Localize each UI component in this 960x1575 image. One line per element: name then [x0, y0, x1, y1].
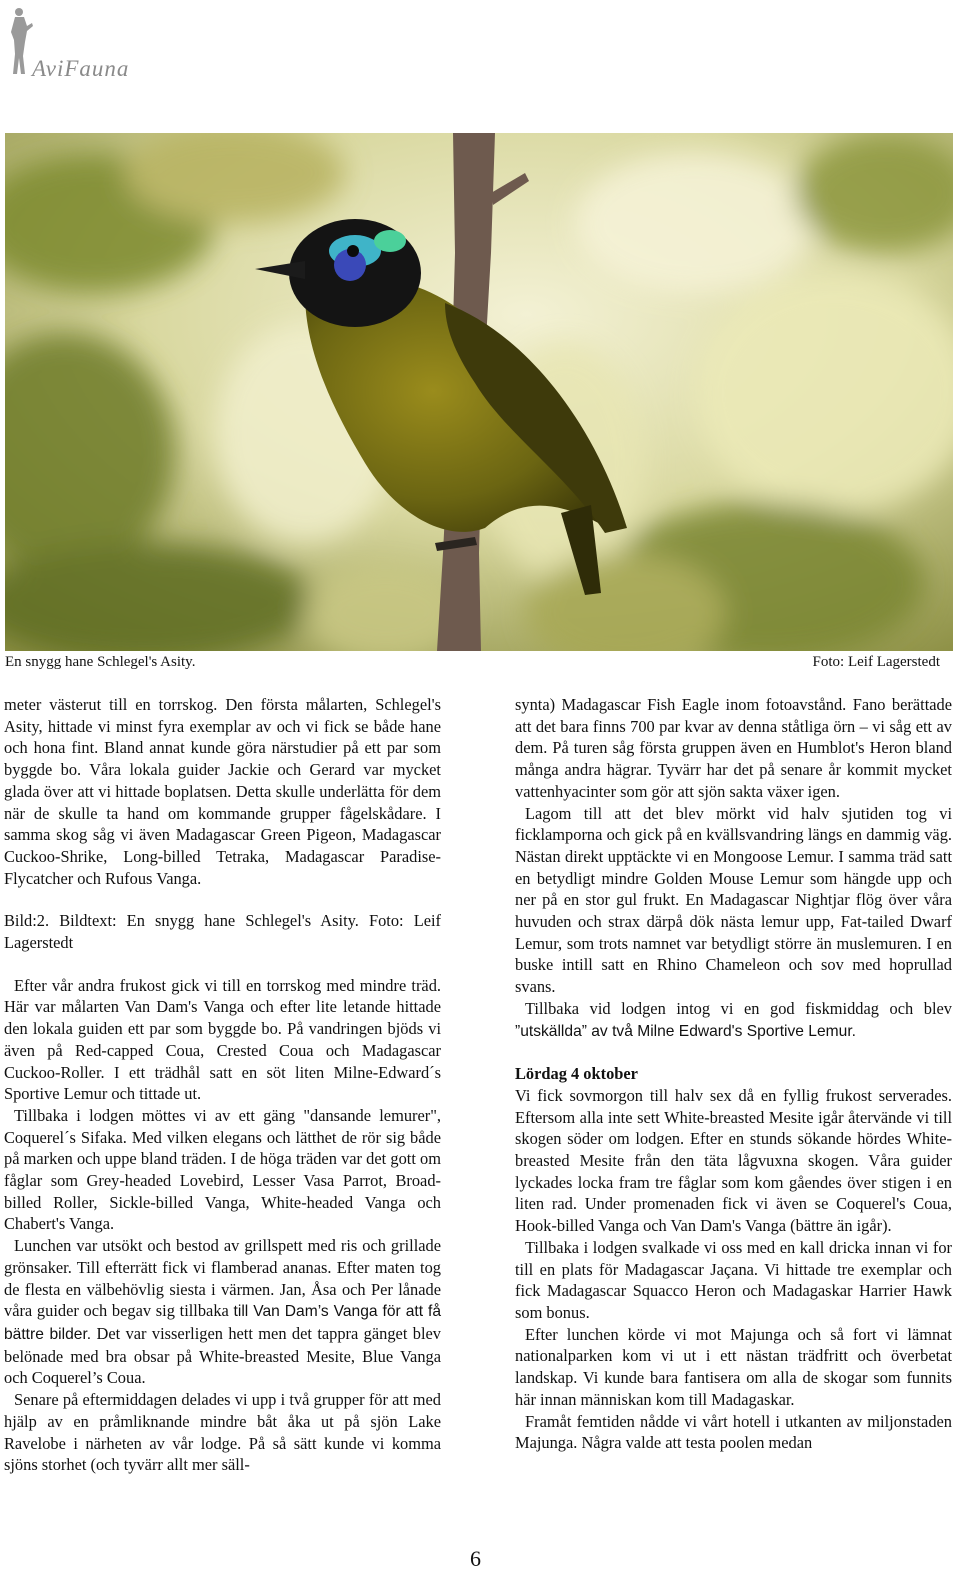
left-column: [4, 694, 441, 1476]
caption-credit: Foto: Leif Lagerstedt: [812, 654, 940, 670]
right-paragraph-7: Framåt femtiden nådde vi vårt hotell i utkanten av miljonstaden Majunga. Några valde att testa poolen medan: [515, 1411, 952, 1453]
page-number: 6: [470, 1546, 481, 1571]
section-heading: Lördag 4 oktober: [515, 1064, 638, 1084]
right-column: [515, 694, 952, 1454]
right-paragraph-5: Tillbaka i lodgen svalkade vi oss med en kall dricka innan vi for till en plats för Madagascar Jaçana. Vi hittade tre exemplar och fick Madagascar Squacco Heron och Madagaskar Harrier Hawk som bonus.: [515, 1237, 952, 1322]
photo-caption: [5, 654, 940, 671]
right-paragraph-1: synta) Madagascar Fish Eagle inom fotoavstånd. Fano berättade att det bara finns 700 par kvar av denna ståtliga örn – vi såg ett av dem. På turen såg första gruppen även en Humblot's Heron bland många andra hägrar. Tyvärr har det på senare år kommit mycket vattenhyacinter som gör att sjön sakta växer igen.: [515, 695, 952, 801]
right-paragraph-6: Efter lunchen körde vi mot Majunga och så fort vi lämnat nationalparken kom vi ut i ett nästan trädfritt och överbetat landskap. Vi kunde bara fantisera om alla de skogar som funnits här innan människan kom till Madagaskar.: [515, 1324, 952, 1409]
avifauna-logo: [6, 6, 186, 81]
left-paragraph-5-part-b: till Van Dam’s Vanga för att få bättre bilder.: [4, 1303, 441, 1343]
left-paragraph-4: Tillbaka i lodgen möttes vi av ett gäng "dansande lemurer", Coquerel´s Sifaka. Med vilken elegans och lätthet de rör sig både på marken och uppe bland träden. I de höga träden var det gott om fåglar som Grey-headed Lovebird, Lesser Vasa Parrot, Broad-billed Roller, Sickle-billed Vanga, White-headed Vanga och Chabert's Vanga.: [4, 1105, 441, 1234]
left-paragraph-1: meter västerut till en torrskog. Den första målarten, Schlegel's Asity, hittade vi minst fyra exemplar av och vi fick se både hane och hona fint. Bland annat kunde göra närstudier på ett par som byggde bo. Våra lokala guider Jackie och Gerard var mycket glada över att vi hittade boplatsen. Detta skulle underlätta för dem när de skulle ta hand om kommande grupper fågelskådare. I samma skog såg vi även Madagascar Green Pigeon, Madagascar Cuckoo-Shrike, Long-billed Tetraka, Madagascar Paradise-Flycatcher och Rufous Vanga.: [4, 695, 441, 888]
left-paragraph-6: Senare på eftermiddagen delades vi upp i två grupper för att med hjälp av en pråmliknande mindre båt åka ut på sjön Lake Ravelobe i närheten av vår lodge. På så sätt kunde vi komma sjöns storhet (och tyvärr allt mer säll-: [4, 1390, 441, 1475]
left-paragraph-2: Bild:2. Bildtext: En snygg hane Schlegel's Asity. Foto: Leif Lagerstedt: [4, 911, 441, 953]
right-paragraph-3: [515, 998, 952, 1042]
left-paragraph-5-part-a: Lunchen var utsökt och bestod av grillspett med ris och grillade grönsaker. Till efterrätt fick vi flamberad ananas. Efter maten tog de flesta en välbehövlig siesta i värmen. Jan, Åsa och Per lånade våra guider och begav sig tillbaka: [4, 1236, 441, 1321]
right-paragraph-4: Vi fick sovmorgon till halv sex då en fyllig frukost serverades. Eftersom alla inte sett White-breasted Mesite igår återvände vi till skogen söder om lodgen. Efter en stunds sökande hördes White-breasted Mesite från den täta lågvuxna skogen. Våra guider lyckades locka fram tre fåglar som kom gåendes över stigen i en liten rad. Under promenaden fick vi även se Coquerel's Coua, Hook-billed Vanga och Van Dam's Vanga (bättre än igår).: [515, 1085, 952, 1236]
right-paragraph-3-part-a: Tillbaka vid lodgen intog vi en god fiskmiddag och blev: [525, 998, 952, 1018]
logo-text: AviFauna: [32, 56, 130, 81]
left-paragraph-5-part-c: Det var visserligen hett men det tappra gänget blev belönade med bra obsar på White-breasted Mesite, Blue Vanga och Coquerel’s Coua.: [4, 1323, 441, 1388]
right-paragraph-3-part-b: ”utskällda” av två Milne Edward's Sportive Lemur.: [515, 1022, 856, 1040]
bird-photo: [5, 133, 953, 651]
left-paragraph-5: [4, 1235, 441, 1389]
caption-text: En snygg hane Schlegel's Asity.: [5, 654, 196, 670]
right-paragraph-2: Lagom till att det blev mörkt vid halv sjutiden tog vi ficklamporna och gick på en kvällsvandring längs en dammig väg. Nästan direkt upptäckte vi en Mongoose Lemur. I samma träd satt en betydligt mindre Golden Mouse Lemur som hängde upp och ner på en stor gul frukt. En Madagascar Nightjar flög över våra huvuden och strax därpå dök nästa lemur upp, Fat-tailed Dwarf Lemur, som trots namnet var betydligt större än muslemuren. I en buske intill satt en Rhino Chameleon och sov med hoprullad svans.: [515, 803, 952, 997]
left-paragraph-3: Efter vår andra frukost gick vi till en torrskog med mindre träd. Här var målarten Van Dam's Vanga och efter lite letande hittade den lokala guiden ett par som byggde bo. På vandringen bjöds vi även på Red-capped Coua, Crested Coua och Madagascar Cuckoo-Roller. I ett trädhål satt en söt liten Milne-Edward´s Sportive Lemur och tittade ut.: [4, 975, 441, 1104]
